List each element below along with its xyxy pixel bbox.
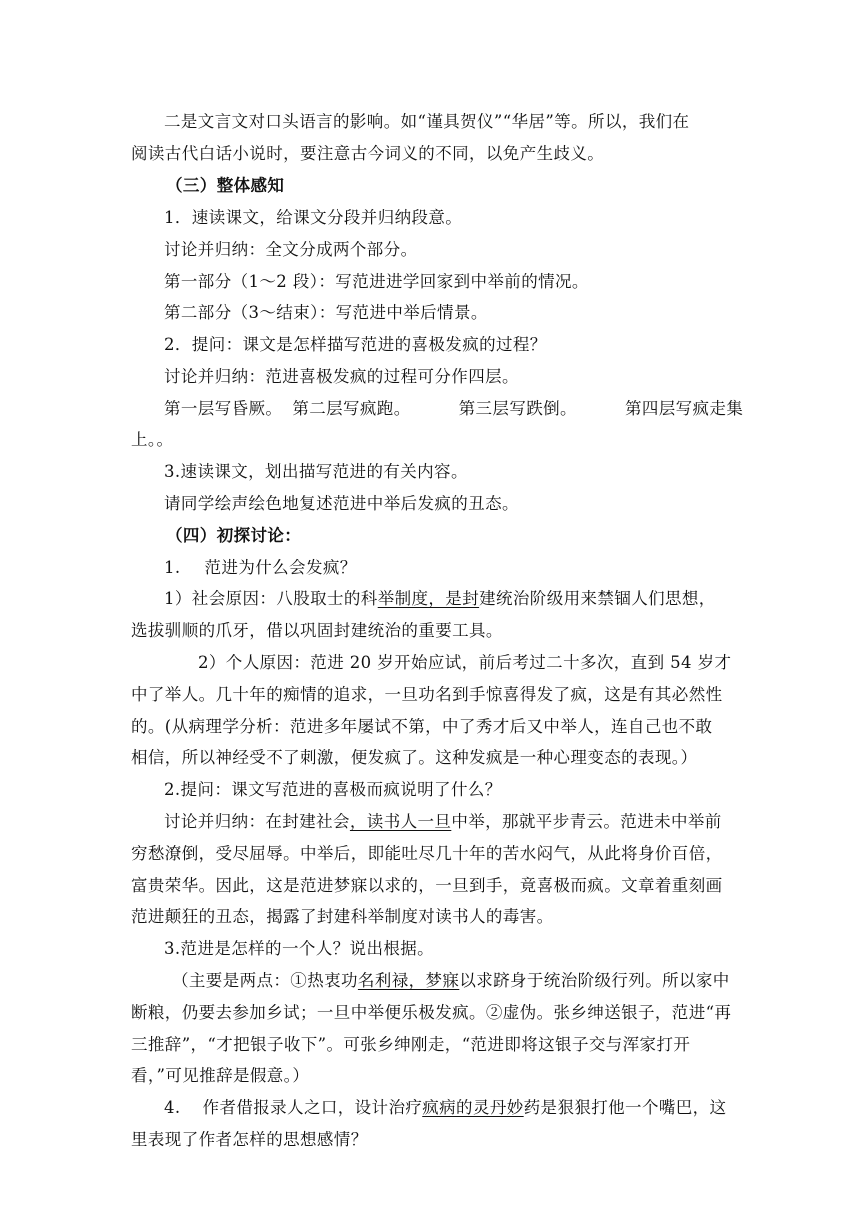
text-segment: 建统治阶级用来禁锢人们思想，	[479, 589, 716, 608]
question-number: 1.	[164, 558, 181, 577]
para-line	[172, 970, 730, 992]
para-line: 讨论并归纳：全文分成两个部分。	[164, 240, 418, 259]
para-line: 三推辞”，“才把银子收下”。可张乡绅刚走，“范进即将这银子交与浑家打开	[131, 1035, 691, 1054]
para-line: 二是文言文对口头语言的影响。如“谨具贺仪”“华居”等。所以，我们在	[164, 112, 690, 131]
para-line: 3.范进是怎样的一个人？说出根据。	[164, 939, 435, 958]
layer-2-text: 第二层写疯跑。	[292, 399, 411, 418]
para-line: 阅读古代白话小说时，要注意古今词义的不同，以免产生歧义。	[131, 144, 605, 163]
underlined-text: 举制度，是封	[377, 589, 480, 608]
para-line: 请同学绘声绘色地复述范进中举后发疯的丑态。	[164, 494, 519, 513]
section-heading: （四）初探讨论：	[166, 526, 302, 545]
para-line: 第二部分（3～结束）：写范进中举后情景。	[164, 303, 488, 322]
para-line: 相信，所以神经受不了刺激，便发疯了。这种发疯是一种心理变态的表现。）	[131, 748, 698, 767]
section-heading: （三）整体感知	[166, 176, 285, 195]
para-line: 选拔驯顺的爪牙，借以巩固封建统治的重要工具。	[131, 621, 503, 640]
text-segment: 中举，那就平步青云。范进未中举前	[451, 812, 722, 831]
para-line-layers	[164, 398, 743, 420]
para-line: 2．提问：课文是怎样描写范进的喜极发疯的过程？	[164, 335, 547, 354]
layer-1-text: 第一层写昏厥。	[164, 399, 283, 418]
para-line: 中了举人。几十年的痴情的追求，一旦功名到手惊喜得发了疯，这是有其必然性	[131, 685, 723, 704]
text-segment: 讨论并归纳：在封建社会	[164, 812, 350, 831]
layer-3-text: 第三层写跌倒。	[458, 399, 577, 418]
para-line: 讨论并归纳：范进喜极发疯的过程可分作四层。	[164, 367, 519, 386]
para-line: 2.提问：课文写范进的喜极而疯说明了什么？	[164, 780, 502, 799]
text-segment: 1）社会原因：八股取士的科	[164, 589, 378, 608]
para-line	[164, 588, 716, 610]
layer-4-text: 第四层写疯走集	[624, 399, 744, 418]
question-line	[164, 1097, 726, 1119]
para-line: 断粮，仍要去参加乡试；一旦中举便乐极发疯。②虚伪。张乡绅送银子，范进“再	[131, 1003, 732, 1022]
para-line: 穷愁潦倒，受尽屈辱。中举后，即能吐尽几十年的苦水闷气，从此将身价百倍，	[131, 844, 723, 863]
para-line: 3.速读课文，划出描写范进的有关内容。	[164, 462, 468, 481]
para-line: 看，”可见推辞是假意。）	[131, 1066, 310, 1085]
para-line: 第一部分（1～2 段）：写范进进学回家到中举前的情况。	[164, 272, 589, 291]
text-segment: 以求跻身于统治阶级行列。所以家中	[459, 971, 730, 990]
para-line: 上。。	[131, 430, 174, 449]
para-line: 范进颠狂的丑态，揭露了封建科举制度对读书人的毒害。	[131, 907, 554, 926]
para-line: 的。(从病理学分析：范进多年屡试不第，中了秀才后又中举人，连自己也不敢	[131, 717, 713, 736]
para-line: 里表现了作者怎样的思想感情？	[131, 1130, 368, 1149]
text-segment: （主要是两点：①热衷功	[172, 971, 358, 990]
question-text: 范进为什么会发疯？	[204, 558, 357, 577]
para-line: 富贵荣华。因此，这是范进梦寐以求的，一旦到手，竟喜极而疯。文章着重刻画	[131, 876, 723, 895]
underlined-text: 疯病的灵丹妙	[422, 1098, 524, 1117]
para-line: 2）个人原因：范进 20 岁开始应试，前后考过二十多次，直到 54 岁才	[198, 653, 732, 672]
para-line: 1．速读课文，给课文分段并归纳段意。	[164, 208, 463, 227]
underlined-text: 名利禄，梦寐	[357, 971, 460, 990]
para-line	[164, 811, 722, 833]
question-line	[164, 557, 357, 579]
underlined-text: ，读书人一旦	[349, 812, 452, 831]
question-number: 4.	[164, 1098, 181, 1117]
text-segment: 作者借报录人之口，设计治疗	[202, 1098, 423, 1117]
text-segment: 药是狠狠打他一个嘴巴，这	[523, 1098, 727, 1117]
